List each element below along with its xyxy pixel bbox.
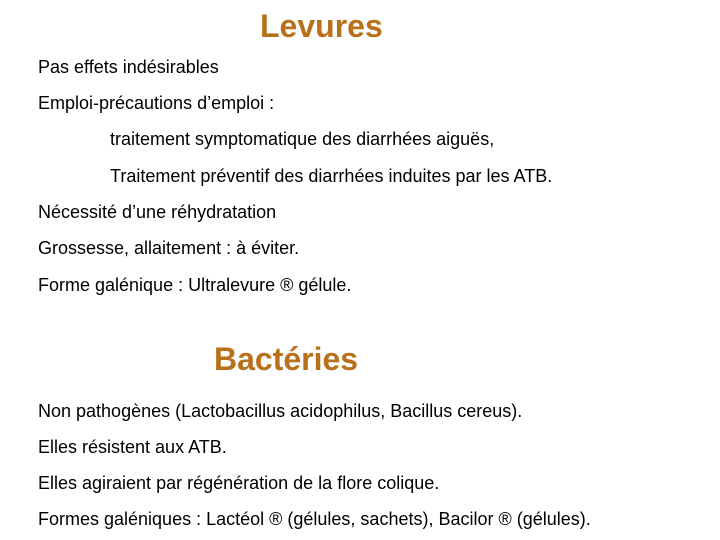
- levures-line-grossesse: Grossesse, allaitement : à éviter.: [38, 238, 300, 258]
- levures-line-forme-galenique: Forme galénique : Ultralevure ® gélule.: [38, 275, 352, 295]
- levures-line-symptomatique: traitement symptomatique des diarrhées aiguës,: [110, 129, 495, 149]
- levures-line-effets: Pas effets indésirables: [38, 57, 219, 77]
- section-title-bacteries: Bactéries: [214, 341, 359, 377]
- levures-line-rehydratation: Nécessité d’une réhydratation: [38, 202, 277, 222]
- bacteries-line-resistent: Elles résistent aux ATB.: [38, 437, 227, 457]
- levures-line-emploi: Emploi-précautions d’emploi :: [38, 93, 275, 113]
- bacteries-line-non-pathogenes: Non pathogènes (Lactobacillus acidophilus, Bacillus cereus).: [38, 401, 523, 421]
- section-title-levures: Levures: [260, 8, 383, 44]
- bacteries-line-regeneration: Elles agiraient par régénération de la flore colique.: [38, 473, 440, 493]
- bacteries-line-formes-galeniques: Formes galéniques : Lactéol ® (gélules, sachets), Bacilor ® (gélules).: [38, 509, 591, 529]
- levures-line-preventif: Traitement préventif des diarrhées induites par les ATB.: [110, 166, 553, 186]
